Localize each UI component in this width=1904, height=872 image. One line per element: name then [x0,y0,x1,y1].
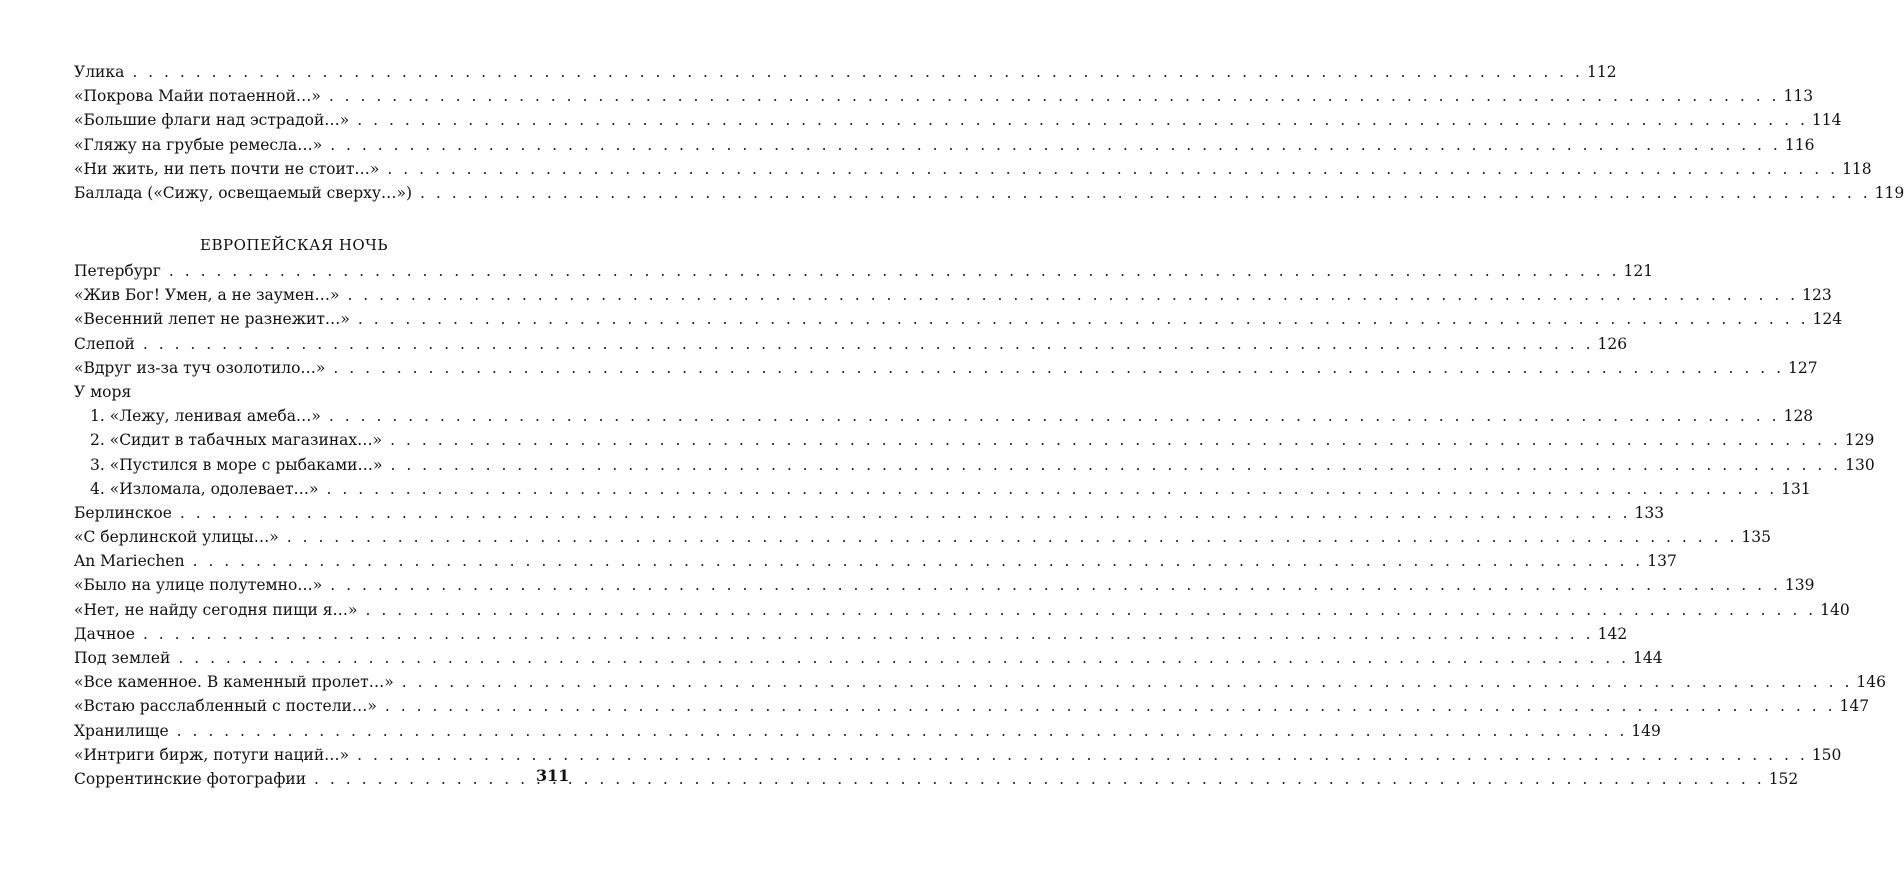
toc-entry [74,428,1875,452]
leader-dots [358,307,1809,331]
toc-entry-page: 114 [1811,111,1842,130]
toc-entry [74,181,1904,205]
toc-entry-page: 116 [1784,135,1815,154]
toc-entry [74,453,1875,477]
toc-entry-page: 121 [1623,262,1654,280]
toc-group-heading [74,380,514,404]
toc-entry-page: 119 [1874,183,1904,202]
toc-entry [74,622,1628,646]
toc-entry [74,356,1818,380]
toc-entry-title: Баллада («Сижу, освещаемый сверху…») [74,183,413,202]
toc-entry-title: «Вдруг из-за туч озолотило…» [74,358,326,377]
toc-entry-title: Берлинское [74,503,172,522]
leader-dots [193,549,1644,573]
toc-entry-title: «Интриги бирж, потуги наций…» [74,745,350,764]
toc-entry-page: 129 [1844,431,1875,450]
toc-group-title: У моря [74,382,132,401]
toc-entry-page: 126 [1597,334,1628,353]
toc-entry-title: Дачное [74,624,135,643]
toc-entry [74,307,1843,331]
toc-entry-page: 139 [1784,576,1815,595]
toc-entry [74,719,1661,743]
leader-dots [390,453,1841,477]
page-number: 311 [536,766,570,785]
toc-entry-title: «Все каменное. В каменный пролет…» [74,673,394,692]
toc-entry [74,84,1814,108]
toc-entry-title: Улика [74,63,125,81]
toc-entry-page: 137 [1647,552,1677,571]
leader-dots [329,84,1780,108]
toc-entry [74,573,1815,597]
toc-entry-title: Соррентинские фотографии [74,769,307,788]
toc-entry-title: «Было на улице полутемно…» [74,576,323,595]
toc-entry [74,157,1872,181]
toc-entry-title: «Большие флаги над эстрадой…» [74,111,350,130]
toc-entry [74,477,1811,501]
toc-entry [74,133,1815,157]
leader-dots [180,501,1631,525]
leader-dots [177,719,1628,743]
toc-entry-page: 130 [1845,455,1875,474]
toc-entry-page: 127 [1788,358,1818,377]
toc-entry-title: «Жив Бог! Умен, а не заумен…» [74,286,340,305]
toc-entry-title: An Mariechen [74,552,185,571]
leader-dots [314,767,1765,791]
toc-entry-title: Хранилище [74,721,169,740]
toc-entry-page: 133 [1634,503,1665,522]
leader-dots [143,332,1594,356]
leader-dots [385,694,1836,718]
leader-dots [178,646,1629,670]
toc-entry-page: 149 [1631,721,1661,740]
toc-entry-page: 140 [1820,600,1850,619]
toc-entry [74,525,1771,549]
toc-entry [74,549,1677,573]
toc-entry-title: «Ни жить, ни петь почти не стоит…» [74,159,380,178]
toc-entry-page: 147 [1839,697,1870,716]
toc-entry-page: 123 [1802,286,1832,305]
toc-entry-page: 124 [1812,310,1843,329]
toc-entry [74,60,1617,84]
toc-entry-title: 2. «Сидит в табачных магазинах…» [90,431,383,450]
toc-entry-title: «С берлинской улицы…» [74,528,279,547]
toc-entry-title: Под землей [74,649,171,667]
toc-entry-title: Слепой [74,334,135,353]
toc-entry-title: «Встаю расслабленный с постели…» [74,697,377,716]
toc-entry [74,283,1832,307]
toc-entry-page: 112 [1586,63,1617,81]
toc-entry-page: 152 [1768,769,1799,788]
leader-dots [329,404,1780,428]
leader-dots [333,356,1784,380]
leader-dots [330,573,1781,597]
toc-entry [74,108,1842,132]
leader-dots [357,743,1808,767]
toc-entry-page: 118 [1842,159,1872,178]
toc-entry-title: «Нет, не найду сегодня пищи я…» [74,600,358,619]
leader-dots [330,133,1781,157]
toc-entry-title: 1. «Лежу, ленивая амеба…» [90,407,321,426]
leader-dots [420,181,1871,205]
toc-entry-title: «Гляжу на грубые ремесла…» [74,135,323,154]
toc-entry [74,404,1814,428]
toc-entry [74,259,1654,283]
section-heading: ЕВРОПЕЙСКАЯ НОЧЬ [200,236,388,254]
toc-entry [74,694,1870,718]
leader-dots [390,428,1841,452]
toc-entry-title: 3. «Пустился в море с рыбаками…» [90,455,383,474]
toc-entry-page: 135 [1741,528,1771,547]
leader-dots [143,622,1594,646]
leader-dots [327,477,1778,501]
leader-dots [287,525,1738,549]
leader-dots [387,157,1838,181]
toc-entry-page: 146 [1856,673,1886,692]
toc-entry-title: «Весенний лепет не разнежит…» [74,310,350,329]
toc-entry-page: 144 [1633,649,1663,667]
toc-entry-page: 128 [1783,407,1814,426]
leader-dots [357,108,1808,132]
toc-entry-title: Петербург [74,262,161,280]
toc-entry-page: 131 [1781,479,1811,498]
toc-entry [74,743,1842,767]
toc-entry [74,646,1663,670]
toc-list-top [74,60,1904,205]
toc-entry [74,598,1850,622]
toc-entry [74,332,1628,356]
leader-dots [347,283,1798,307]
leader-dots [402,670,1853,694]
toc-entry-page: 150 [1811,745,1842,764]
toc-entry-page: 142 [1597,624,1628,643]
leader-dots [366,598,1817,622]
leader-dots [132,60,1583,84]
leader-dots [169,259,1620,283]
toc-entry [74,670,1886,694]
toc-entry [74,501,1665,525]
toc-entry-page: 113 [1783,87,1814,106]
toc-entry-title: «Покрова Майи потаенной…» [74,87,321,106]
toc-entry-title: 4. «Изломала, одолевает…» [90,479,319,498]
